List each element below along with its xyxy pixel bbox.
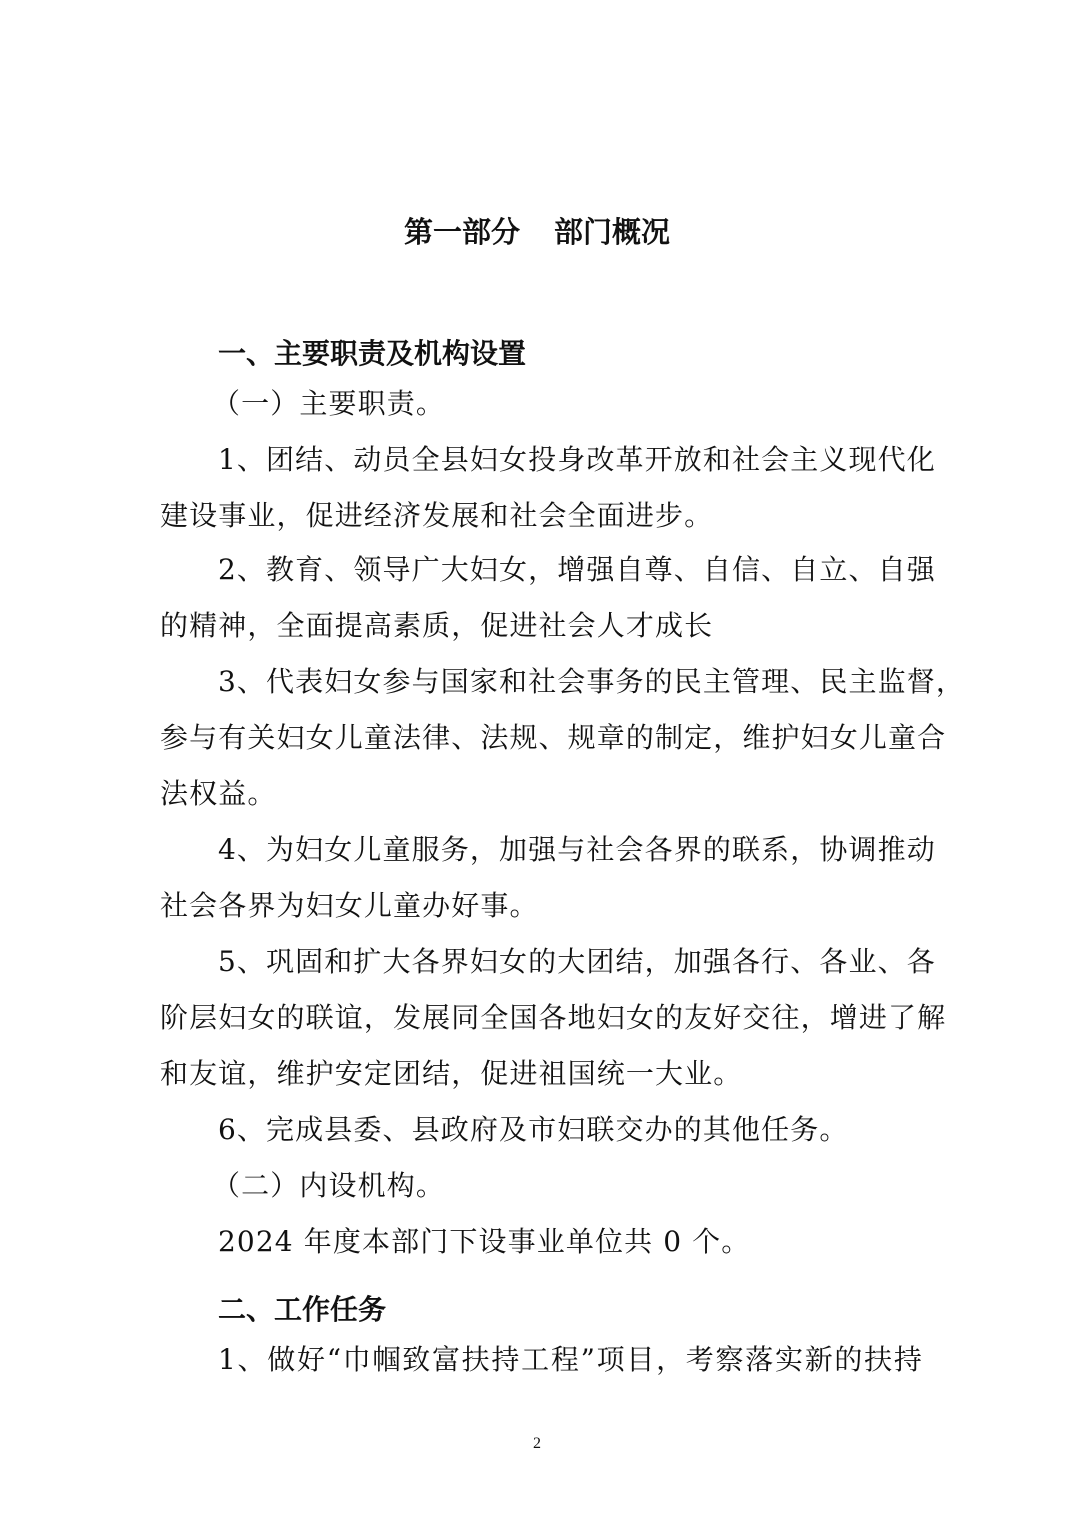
duty-5-line-1: 5、巩固和扩大各界妇女的大团结，加强各行、各业、各 <box>218 945 936 978</box>
duty-2-line-1: 2、教育、领导广大妇女，增强自尊、自信、自立、自强 <box>218 553 936 586</box>
part-title-text: 部门概况 <box>554 215 671 249</box>
duty-1-line-1: 1、团结、动员全县妇女投身改革开放和社会主义现代化 <box>218 443 936 476</box>
duty-3-line-1: 3、代表妇女参与国家和社会事务的民主管理、民主监督， <box>218 665 965 698</box>
part-title <box>0 212 1074 252</box>
duty-2-line-2: 的精神，全面提高素质，促进社会人才成长 <box>160 609 714 642</box>
duty-1-line-2: 建设事业，促进经济发展和社会全面进步。 <box>160 499 714 532</box>
page-number: 2 <box>533 1435 541 1452</box>
duty-3-line-3: 法权益。 <box>160 777 277 810</box>
duty-5-line-2: 阶层妇女的联谊，发展同全国各地妇女的友好交往，增进了解 <box>160 1001 947 1034</box>
subheading-main-duties: （一）主要职责。 <box>212 387 445 420</box>
subordinate-units-count: 2024 年度本部门下设事业单位共 0 个。 <box>218 1225 751 1258</box>
section-heading-tasks: 二、工作任务 <box>218 1293 387 1326</box>
duty-5-line-3: 和友谊，维护安定团结，促进祖国统一大业。 <box>160 1057 743 1090</box>
duty-4-line-1: 4、为妇女儿童服务，加强与社会各界的联系，协调推动 <box>218 833 936 866</box>
section-heading-duties: 一、主要职责及机构设置 <box>218 337 527 370</box>
subheading-internal-units: （二）内设机构。 <box>212 1169 445 1202</box>
duty-3-line-2: 参与有关妇女儿童法律、法规、规章的制定，维护妇女儿童合 <box>160 721 947 754</box>
part-title-number: 第一部分 <box>403 215 520 249</box>
duty-6-line-1: 6、完成县委、县政府及市妇联交办的其他任务。 <box>218 1113 849 1146</box>
duty-4-line-2: 社会各界为妇女儿童办好事。 <box>160 889 539 922</box>
task-1-line-1: 1、做好“巾帼致富扶持工程”项目，考察落实新的扶持 <box>218 1343 923 1376</box>
